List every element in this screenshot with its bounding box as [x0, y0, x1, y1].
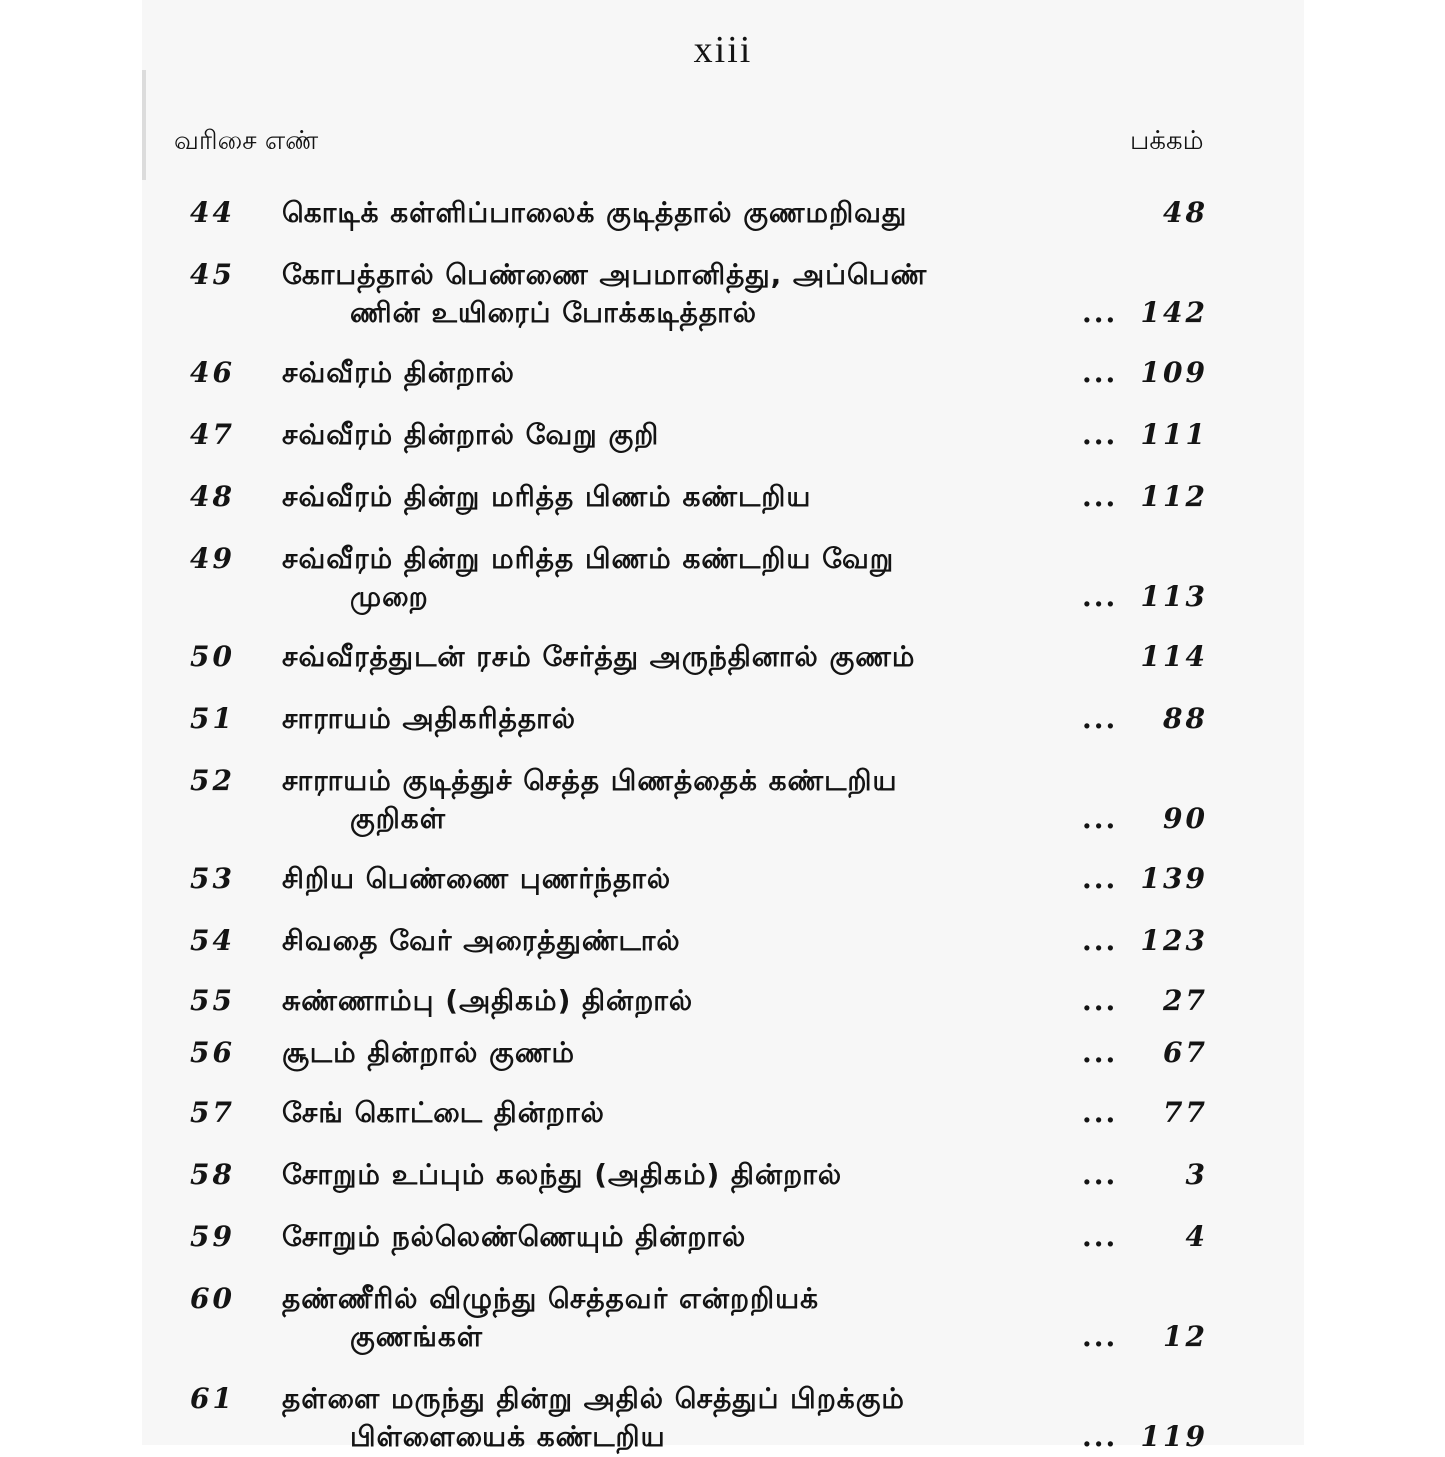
entry-page-number: 112	[1140, 480, 1208, 513]
entry-page-number: 88	[1163, 702, 1208, 735]
entry-title: கொடிக் கள்ளிப்பாலைக் குடித்தால் குணமறிவது	[282, 196, 908, 229]
entry-number: 49	[190, 542, 235, 575]
entry-page-number: 4	[1185, 1220, 1208, 1253]
entry-page-number: 27	[1163, 984, 1208, 1017]
leader-dots: ...	[1082, 580, 1118, 613]
entry-title: கோபத்தால் பெண்ணை அபமானித்து, அப்பெண்	[282, 258, 928, 291]
leader-dots: ...	[1082, 924, 1118, 957]
entry-number: 60	[190, 1282, 235, 1315]
serial-number-header: வரிசை எண்	[174, 126, 319, 156]
leader-dots: ...	[1082, 1158, 1118, 1191]
entry-title: சூடம் தின்றால் குணம்	[282, 1036, 576, 1069]
document-page	[142, 0, 1304, 1453]
entry-title: தண்ணீரில் விழுந்து செத்தவர் என்றறியக்	[282, 1282, 820, 1315]
entry-page-number: 67	[1163, 1036, 1208, 1069]
leader-dots: ...	[1082, 1096, 1118, 1129]
leader-dots: ...	[1082, 702, 1118, 735]
entry-title: சவ்வீரத்துடன் ரசம் சேர்த்து அருந்தினால் குணம்	[282, 640, 916, 673]
entry-title: சுண்ணாம்பு (அதிகம்) தின்றால்	[282, 984, 694, 1017]
entry-number: 61	[190, 1382, 235, 1415]
entry-number: 52	[190, 764, 235, 797]
leader-dots: ...	[1082, 1320, 1118, 1353]
entry-number: 53	[190, 862, 235, 895]
entry-page-number: 119	[1140, 1420, 1208, 1453]
entry-title: சாராயம் அதிகரித்தால்	[282, 702, 576, 735]
entry-title: சவ்வீரம் தின்றால்	[282, 356, 515, 389]
entry-page-number: 90	[1163, 802, 1208, 835]
entry-page-number: 77	[1163, 1096, 1208, 1129]
entry-page-number: 3	[1185, 1158, 1208, 1191]
entry-number: 56	[190, 1036, 235, 1069]
entry-number: 59	[190, 1220, 235, 1253]
leader-dots: ...	[1082, 802, 1118, 835]
entry-page-number: 48	[1163, 196, 1208, 229]
entry-title: சவ்வீரம் தின்று மரித்த பிணம் கண்டறிய	[282, 480, 812, 513]
entry-page-number: 142	[1140, 296, 1208, 329]
entry-title: தள்ளை மருந்து தின்று அதில் செத்துப் பிறக்கும்	[282, 1382, 905, 1415]
leader-dots: ...	[1082, 1420, 1118, 1453]
leader-dots: ...	[1082, 1036, 1118, 1069]
entry-number: 48	[190, 480, 235, 513]
entry-page-number: 113	[1140, 580, 1208, 613]
entry-title: சேங் கொட்டை தின்றால்	[282, 1096, 605, 1129]
entry-title: சவ்வீரம் தின்று மரித்த பிணம் கண்டறிய வேறு	[282, 542, 895, 575]
entry-page-number: 111	[1140, 418, 1208, 451]
entry-title-continued: குணங்கள்	[350, 1320, 484, 1353]
entry-number: 50	[190, 640, 235, 673]
leader-dots: ...	[1082, 296, 1118, 329]
entry-number: 45	[190, 258, 235, 291]
entry-number: 57	[190, 1096, 235, 1129]
entry-number: 46	[190, 356, 235, 389]
leader-dots: ...	[1082, 418, 1118, 451]
entry-title: சோறும் உப்பும் கலந்து (அதிகம்) தின்றால்	[282, 1158, 843, 1191]
leader-dots: ...	[1082, 862, 1118, 895]
entry-page-number: 12	[1163, 1320, 1208, 1353]
page-number: xiii	[693, 29, 753, 71]
entry-title: சோறும் நல்லெண்ணெயும் தின்றால்	[282, 1220, 747, 1253]
entry-title: சவ்வீரம் தின்றால் வேறு குறி	[282, 418, 660, 451]
entry-title-continued: முறை	[350, 580, 429, 613]
entry-page-number: 109	[1140, 356, 1208, 389]
entry-number: 51	[190, 702, 235, 735]
entry-title-continued: பிள்ளையைக் கண்டறிய	[350, 1420, 666, 1453]
entry-page-number: 139	[1140, 862, 1208, 895]
entry-number: 47	[190, 418, 235, 451]
entry-title: சிவதை வேர் அரைத்துண்டால்	[282, 924, 681, 957]
entry-number: 54	[190, 924, 235, 957]
entry-page-number: 114	[1140, 640, 1208, 673]
entry-number: 58	[190, 1158, 235, 1191]
leader-dots: ...	[1082, 1220, 1118, 1253]
entry-title-continued: குறிகள்	[350, 802, 446, 835]
entry-title-continued: ணின் உயிரைப் போக்கடித்தால்	[350, 296, 758, 329]
scan-edge-mark	[142, 70, 146, 180]
entry-number: 44	[190, 196, 235, 229]
entry-title: சிறிய பெண்ணை புணர்ந்தால்	[282, 862, 672, 895]
leader-dots: ...	[1082, 480, 1118, 513]
leader-dots: ...	[1082, 984, 1118, 1017]
entry-title: சாராயம் குடித்துச் செத்த பிணத்தைக் கண்டறிய	[282, 764, 898, 797]
entry-number: 55	[190, 984, 235, 1017]
leader-dots: ...	[1082, 356, 1118, 389]
entry-page-number: 123	[1140, 924, 1208, 957]
page-column-header: பக்கம்	[1130, 126, 1204, 156]
